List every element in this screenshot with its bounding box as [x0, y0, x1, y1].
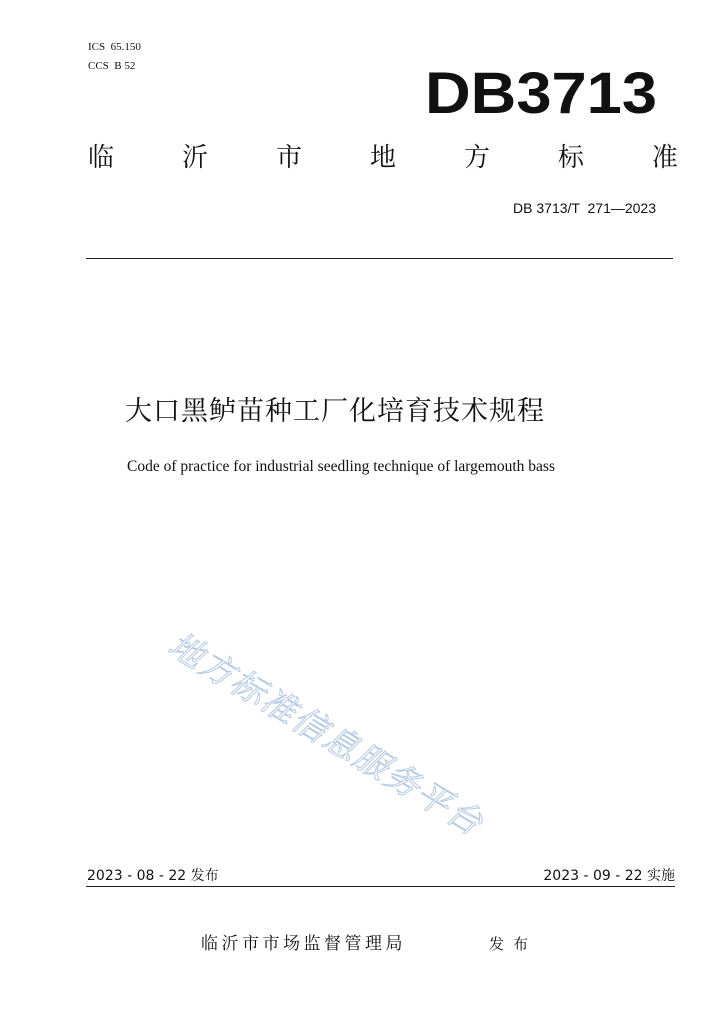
issuing-authority: 临沂市市场监督管理局 — [201, 934, 406, 954]
classification-codes — [88, 38, 141, 76]
implementation-date: 2023 - 09 - 22 实施 — [543, 868, 675, 884]
header-divider — [86, 258, 673, 259]
standard-type-char: 沂 — [181, 143, 208, 173]
issue-label: 发布 — [489, 935, 538, 953]
standard-type-char: 方 — [463, 143, 490, 173]
watermark-text: 地方标准信息服务平台 — [161, 624, 491, 845]
document-title-chinese: 大口黑鲈苗种工厂化培育技术规程 — [125, 396, 545, 427]
watermark — [161, 600, 598, 860]
db-logo-text: DB3713 — [425, 61, 657, 126]
footer-divider — [86, 886, 675, 887]
standard-type-heading — [88, 140, 678, 176]
standard-type-char: 标 — [557, 143, 584, 173]
standard-number: DB 3713/T 271—2023 — [513, 200, 656, 216]
document-title-english: Code of practice for industrial seedling technique of largemouth bass — [127, 458, 555, 475]
standard-type-char: 准 — [651, 143, 678, 173]
db-logo — [425, 58, 660, 128]
standard-type-char: 地 — [369, 143, 396, 173]
ics-code: ICS 65.150 — [88, 41, 141, 53]
standard-type-char: 临 — [88, 143, 115, 173]
release-date: 2023 - 08 - 22 发布 — [87, 868, 219, 884]
date-row — [87, 866, 675, 886]
ccs-code: CCS B 52 — [88, 60, 136, 72]
standard-type-char: 市 — [275, 143, 302, 173]
